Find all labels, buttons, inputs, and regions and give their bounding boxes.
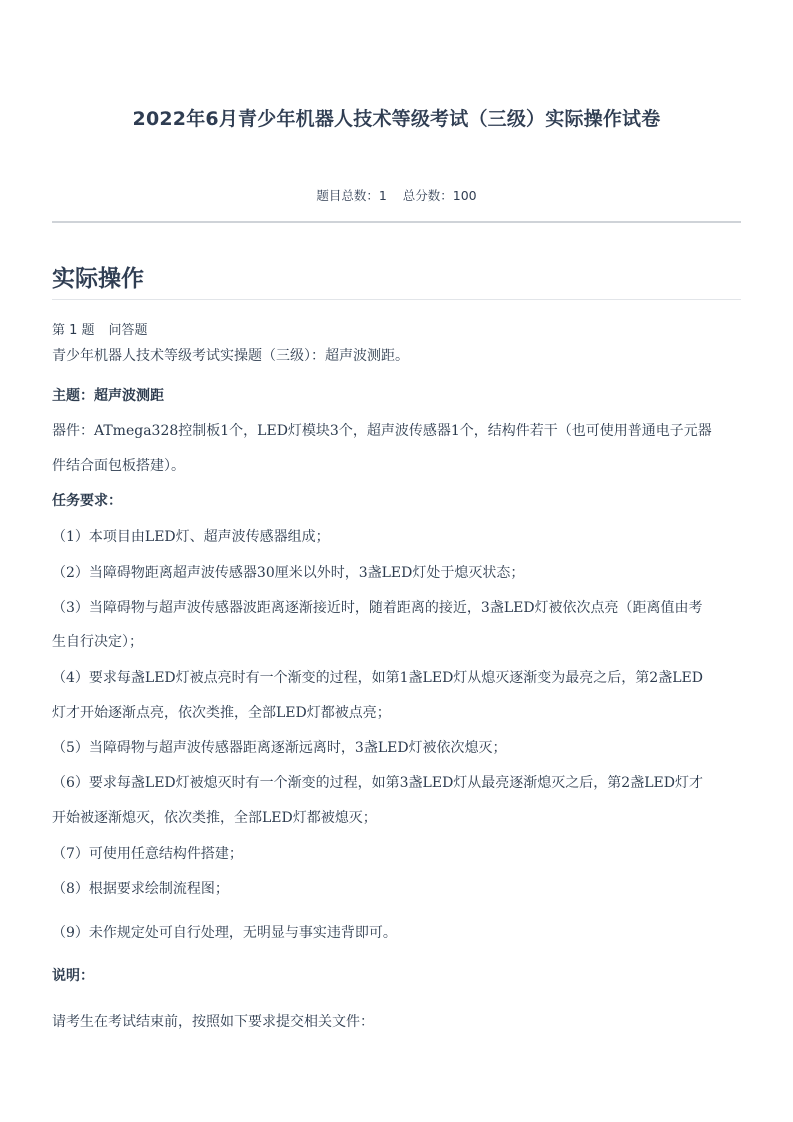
- question-intro: 青少年机器人技术等级考试实操题（三级）：超声波测距。: [52, 348, 409, 364]
- requirement-7: （7）可使用任意结构件搭建；: [52, 846, 243, 862]
- question-topic: 主题：超声波测距: [52, 388, 164, 404]
- total-score: 总分数：100: [402, 188, 477, 203]
- requirement-2: （2）当障碍物距离超声波传感器30厘米以外时，3盏LED灯处于熄灭状态；: [52, 565, 525, 581]
- section-divider: [52, 299, 741, 300]
- requirement-4-line-1: （4）要求每盏LED灯被点亮时有一个渐变的过程，如第1盏LED灯从熄灭逐渐变为最亮之后，第2盏LED: [52, 670, 703, 686]
- question-count: 题目总数：1: [316, 188, 387, 203]
- exam-title: 2022年6月青少年机器人技术等级考试（三级）实际操作试卷: [132, 108, 661, 130]
- question-number: 第 1 题: [52, 323, 95, 338]
- note-text: 请考生在考试结束前，按照如下要求提交相关文件：: [52, 1014, 374, 1030]
- requirement-8: （8）根据要求绘制流程图；: [52, 881, 229, 897]
- header-divider: [52, 221, 741, 223]
- question-type: 问答题: [108, 323, 148, 338]
- exam-summary: [0, 186, 793, 204]
- requirement-4-line-2: 灯才开始逐渐点亮，依次类推，全部LED灯都被点亮；: [52, 705, 391, 721]
- requirement-6-line-1: （6）要求每盏LED灯被熄灭时有一个渐变的过程，如第3盏LED灯从最亮逐渐熄灭之后，第2盏LED灯才: [52, 775, 703, 791]
- note-heading: 说明：: [52, 968, 94, 984]
- requirement-3-line-1: （3）当障碍物与超声波传感器波距离逐渐接近时，随着距离的接近，3盏LED灯被依次点亮（距离值由考: [52, 600, 703, 616]
- task-heading: 任务要求：: [52, 493, 122, 509]
- requirement-5: （5）当障碍物与超声波传感器距离逐渐远离时，3盏LED灯被依次熄灭；: [52, 740, 507, 756]
- requirement-9: （9）未作规定处可自行处理，无明显与事实违背即可。: [52, 925, 397, 941]
- devices-line-2: 件结合面包板搭建）。: [52, 458, 185, 474]
- question-header: [52, 319, 742, 338]
- section-title: 实际操作: [52, 266, 144, 292]
- requirement-3-line-2: 生自行决定）；: [52, 634, 143, 650]
- devices-line-1: 器件：ATmega328控制板1个，LED灯模块3个，超声波传感器1个，结构件若干（也可使用普通电子元器: [52, 423, 712, 439]
- requirement-6-line-2: 开始被逐渐熄灭，依次类推，全部LED灯都被熄灭；: [52, 810, 377, 826]
- requirement-1: （1）本项目由LED灯、超声波传感器组成；: [52, 529, 330, 545]
